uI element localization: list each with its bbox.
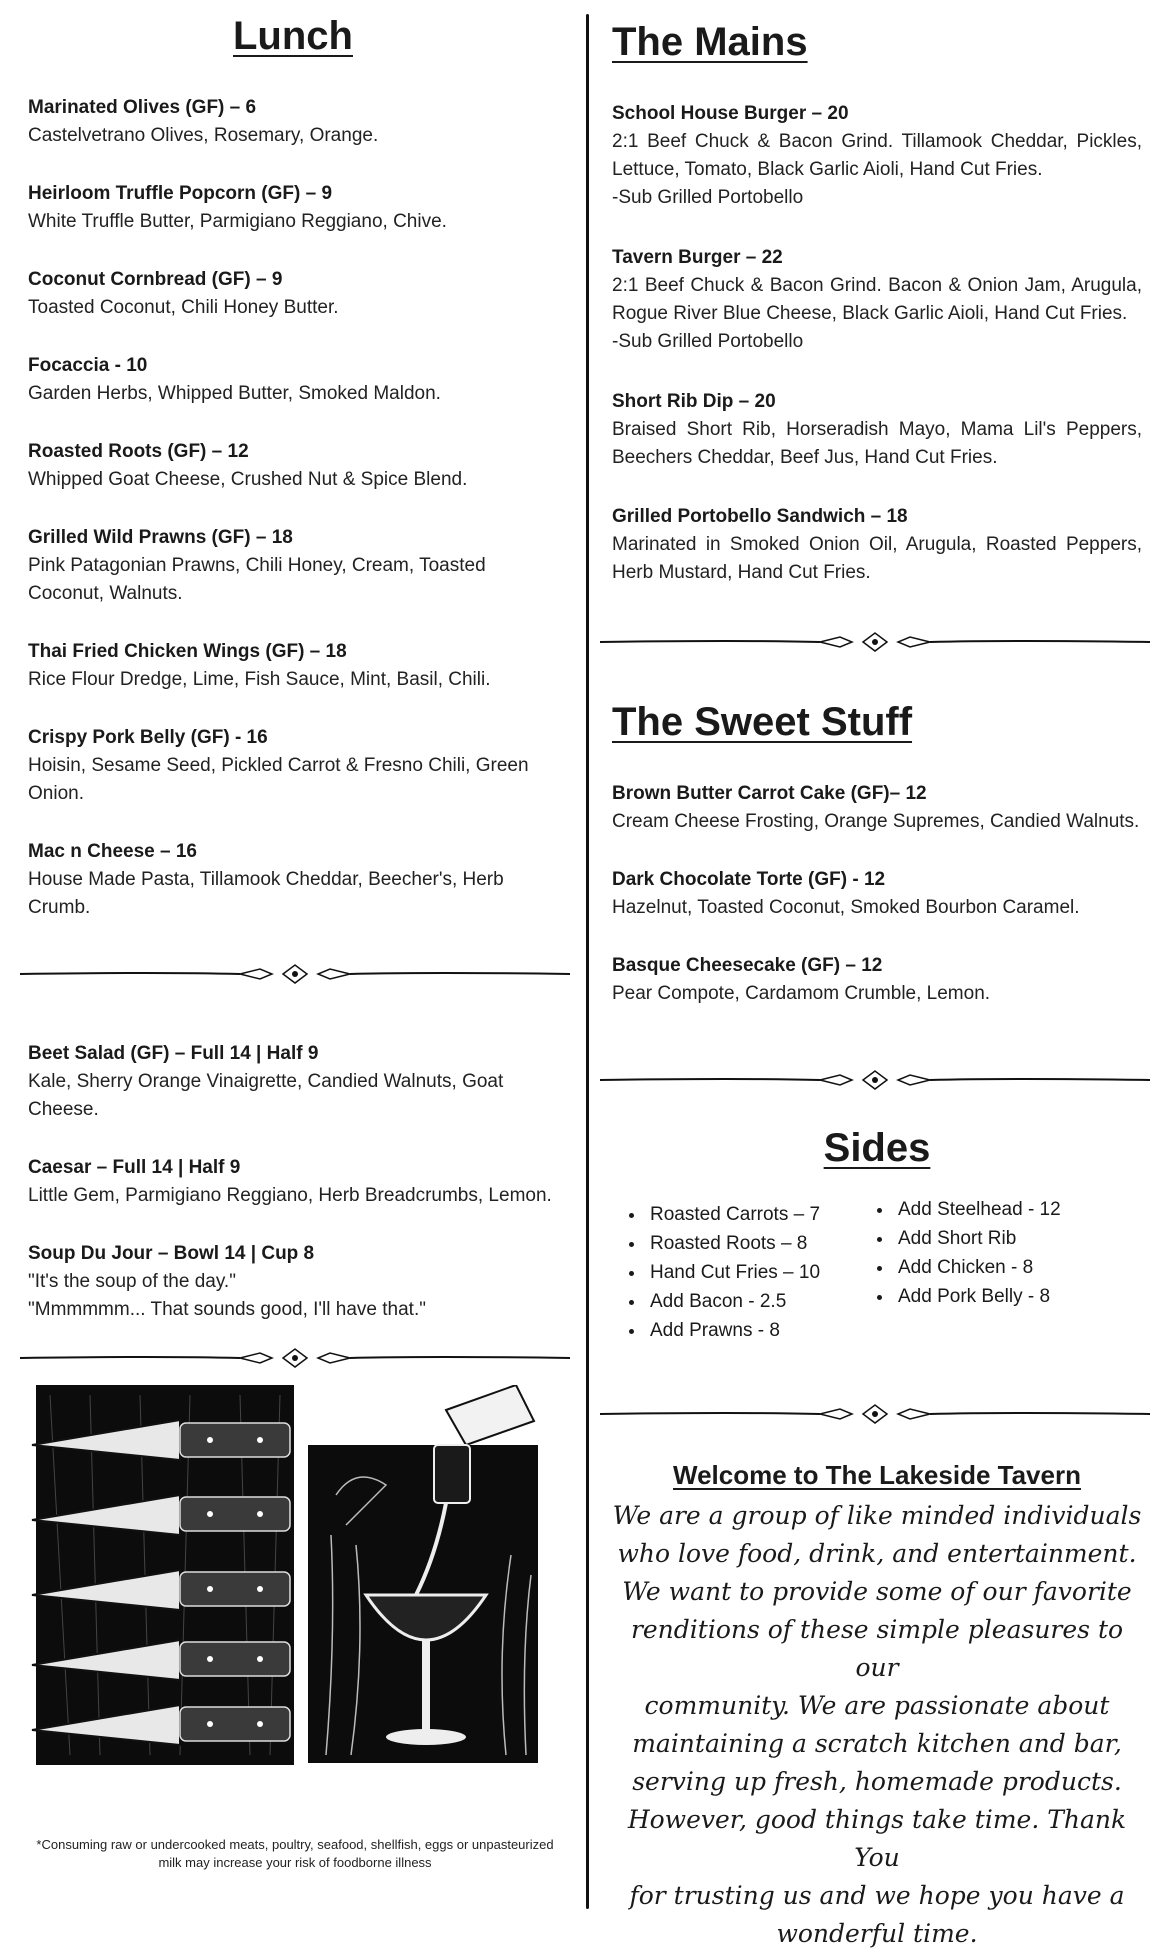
- side-item: • Hand Cut Fries – 10: [646, 1258, 820, 1287]
- menu-item: [612, 780, 1142, 836]
- item-name: Soup Du Jour – Bowl 14 | Cup 8: [28, 1243, 315, 1264]
- sides-title: Sides: [823, 1126, 931, 1170]
- item-name: Beet Salad (GF) – Full 14 | Half 9: [28, 1043, 319, 1064]
- item-desc: White Truffle Butter, Parmigiano Reggiano, Chive.: [28, 211, 447, 232]
- item-desc: Rice Flour Dredge, Lime, Fish Sauce, Mint, Basil, Chili.: [28, 669, 491, 690]
- item-name: Heirloom Truffle Popcorn (GF) – 9: [28, 183, 333, 204]
- menu-item: [28, 838, 528, 922]
- item-name: Brown Butter Carrot Cake (GF)– 12: [612, 783, 927, 804]
- welcome-line: maintaining a scratch kitchen and bar,: [632, 1729, 1122, 1758]
- welcome-line: for trusting us and we hope you have a: [629, 1881, 1125, 1910]
- menu-item: [612, 100, 1142, 212]
- footnote-line: *Consuming raw or undercooked meats, poultry, seafood, shellfish, eggs or unpasteurized: [36, 1837, 554, 1852]
- welcome-line: community. We are passionate about: [644, 1691, 1110, 1720]
- item-name: Thai Fried Chicken Wings (GF) – 18: [28, 641, 347, 662]
- item-desc: Pear Compote, Cardamom Crumble, Lemon.: [612, 983, 991, 1004]
- item-name: Caesar – Full 14 | Half 9: [28, 1157, 241, 1178]
- side-item: • Add Bacon - 2.5: [646, 1287, 820, 1316]
- item-desc: Cream Cheese Frosting, Orange Supremes, Candied Walnuts.: [612, 811, 1140, 832]
- item-name: Crispy Pork Belly (GF) - 16: [28, 727, 268, 748]
- side-item: • Add Prawns - 8: [646, 1316, 820, 1345]
- menu-item: [28, 180, 568, 236]
- item-name: Dark Chocolate Torte (GF) - 12: [612, 869, 886, 890]
- item-name: Coconut Cornbread (GF) – 9: [28, 269, 283, 290]
- item-desc: Castelvetrano Olives, Rosemary, Orange.: [28, 125, 379, 146]
- lunch-title: Lunch: [233, 14, 353, 58]
- item-name: School House Burger – 20: [612, 103, 849, 124]
- side-item: • Roasted Carrots – 7: [646, 1200, 820, 1229]
- item-name: Focaccia - 10: [28, 355, 148, 376]
- welcome-line: However, good things take time. Thank You: [627, 1805, 1127, 1872]
- cocktail-illustration: [306, 1385, 566, 1770]
- item-desc: Marinated in Smoked Onion Oil, Arugula, Roasted Peppers, Herb Mustard, Hand Cut Fries.: [612, 534, 1142, 583]
- footnote-line: milk may increase your risk of foodborne illness: [158, 1855, 432, 1870]
- menu-item: [612, 503, 1142, 587]
- item-desc: Little Gem, Parmigiano Reggiano, Herb Breadcrumbs, Lemon.: [28, 1185, 552, 1206]
- menu-item: [28, 438, 568, 494]
- side-item: • Add Chicken - 8: [894, 1253, 1061, 1282]
- item-note: -Sub Grilled Portobello: [612, 331, 804, 352]
- ornament-divider: [20, 964, 570, 984]
- item-desc: Braised Short Rib, Horseradish Mayo, Mama Lil's Peppers, Beechers Cheddar, Beef Jus, Hand Cut Fries.: [612, 419, 1142, 468]
- knives-illustration: [30, 1385, 300, 1770]
- side-item: • Add Short Rib: [894, 1224, 1061, 1253]
- item-desc: Toasted Coconut, Chili Honey Butter.: [28, 297, 339, 318]
- item-name: Tavern Burger – 22: [612, 247, 783, 268]
- sides-list-right: [872, 1195, 1061, 1311]
- menu-item: [28, 1154, 568, 1210]
- menu-item: [612, 952, 1142, 1008]
- item-desc: Hazelnut, Toasted Coconut, Smoked Bourbon Caramel.: [612, 897, 1080, 918]
- item-desc: Whipped Goat Cheese, Crushed Nut & Spice Blend.: [28, 469, 468, 490]
- menu-item: [28, 524, 528, 608]
- ornament-divider: [600, 1070, 1150, 1090]
- item-desc: House Made Pasta, Tillamook Cheddar, Beecher's, Herb Crumb.: [28, 869, 504, 918]
- item-name: Grilled Wild Prawns (GF) – 18: [28, 527, 293, 548]
- item-desc: 2:1 Beef Chuck & Bacon Grind. Tillamook Cheddar, Pickles, Lettuce, Tomato, Black Garlic Aioli, Hand Cut Fries.: [612, 131, 1142, 180]
- item-desc: 2:1 Beef Chuck & Bacon Grind. Bacon & Onion Jam, Arugula, Rogue River Blue Cheese, Black Garlic Aioli, Hand Cut Fries.: [612, 275, 1142, 324]
- item-name: Basque Cheesecake (GF) – 12: [612, 955, 883, 976]
- side-item: • Add Steelhead - 12: [894, 1195, 1061, 1224]
- welcome-line: renditions of these simple pleasures to our: [630, 1615, 1124, 1682]
- menu-item: [28, 724, 548, 808]
- ornament-divider: [20, 1348, 570, 1368]
- menu-item: [28, 266, 568, 322]
- welcome-title: Welcome to The Lakeside Tavern: [673, 1460, 1081, 1490]
- mains-column: [612, 0, 1142, 1450]
- side-item: • Add Pork Belly - 8: [894, 1282, 1061, 1311]
- item-note: -Sub Grilled Portobello: [612, 187, 804, 208]
- item-desc: Garden Herbs, Whipped Butter, Smoked Maldon.: [28, 383, 441, 404]
- sweet-stuff-title: The Sweet Stuff: [612, 700, 913, 744]
- welcome-line: serving up fresh, homemade products.: [632, 1767, 1122, 1796]
- item-name: Mac n Cheese – 16: [28, 841, 197, 862]
- item-name: Roasted Roots (GF) – 12: [28, 441, 249, 462]
- item-desc: Hoisin, Sesame Seed, Pickled Carrot & Fresno Chili, Green Onion.: [28, 755, 529, 804]
- menu-item: [28, 352, 568, 408]
- welcome-line: We want to provide some of our favorite: [622, 1577, 1132, 1606]
- menu-item: [28, 1240, 568, 1324]
- item-desc: Kale, Sherry Orange Vinaigrette, Candied Walnuts, Goat Cheese.: [28, 1071, 504, 1120]
- menu-item: [612, 388, 1142, 472]
- sides-list-left: [624, 1200, 820, 1345]
- welcome-line: who love food, drink, and entertainment.: [617, 1539, 1137, 1568]
- mains-title: The Mains: [612, 20, 808, 64]
- menu-item: [28, 94, 568, 150]
- ornament-divider: [600, 1404, 1150, 1424]
- item-desc: "Mmmmmm... That sounds good, I'll have that.": [28, 1299, 426, 1320]
- menu-item: [28, 1040, 538, 1124]
- item-name: Grilled Portobello Sandwich – 18: [612, 506, 908, 527]
- foodborne-illness-notice: [10, 1836, 580, 1872]
- column-divider: [586, 14, 589, 1909]
- welcome-line: We are a group of like minded individuals: [612, 1501, 1142, 1530]
- item-desc: Pink Patagonian Prawns, Chili Honey, Cream, Toasted Coconut, Walnuts.: [28, 555, 486, 604]
- welcome-line: wonderful time.: [776, 1919, 978, 1948]
- item-name: Marinated Olives (GF) – 6: [28, 97, 257, 118]
- menu-item: [612, 866, 1142, 922]
- welcome-message: [612, 1497, 1142, 1953]
- menu-item: [28, 638, 568, 694]
- side-item: • Roasted Roots – 8: [646, 1229, 820, 1258]
- menu-item: [612, 244, 1142, 356]
- item-desc: "It's the soup of the day.": [28, 1271, 236, 1292]
- welcome-section: [612, 1460, 1142, 1953]
- item-name: Short Rib Dip – 20: [612, 391, 776, 412]
- ornament-divider: [600, 632, 1150, 652]
